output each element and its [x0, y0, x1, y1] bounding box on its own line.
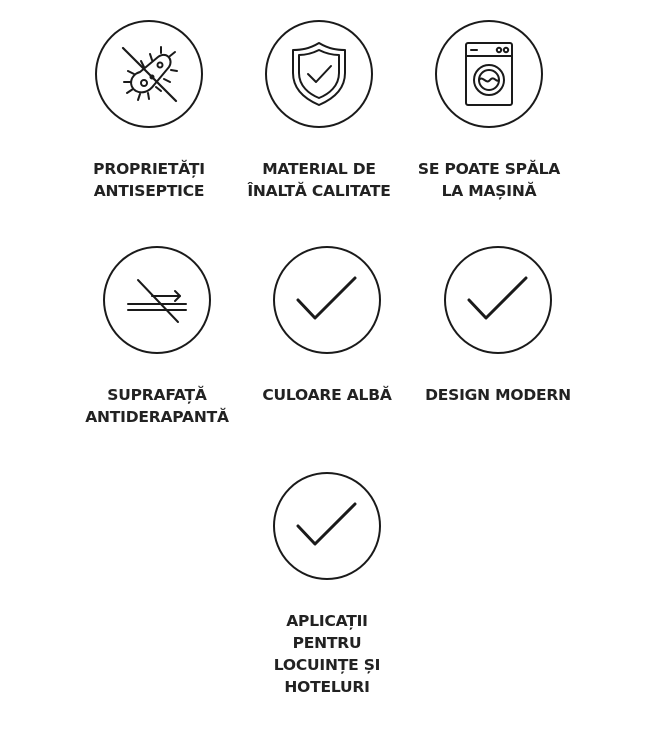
- feature-antiseptic: [64, 20, 234, 202]
- feature-washable: [404, 20, 574, 202]
- feature-label-line: LA MAȘINĂ: [441, 182, 537, 200]
- feature-white-color: [242, 246, 412, 406]
- feature-label-line: SE POATE SPĂLA: [417, 160, 561, 178]
- feature-applications: [242, 472, 412, 698]
- feature-label: [404, 158, 574, 202]
- feature-label-line: ÎNALTĂ CALITATE: [247, 182, 391, 200]
- feature-icon-circle: [95, 20, 203, 128]
- feature-label-line: LOCUINȚE ȘI: [273, 656, 381, 674]
- feature-label-line: CULOARE ALBĂ: [262, 386, 392, 404]
- feature-label-line: PENTRU: [292, 634, 362, 652]
- feature-label-line: APLICAȚII: [286, 612, 368, 630]
- feature-label: [72, 384, 242, 428]
- feature-label-line: HOTELURI: [284, 678, 370, 696]
- feature-label-line: ANTISEPTICE: [93, 182, 205, 200]
- feature-label-line: SUPRAFAȚĂ: [107, 386, 207, 404]
- feature-anti-slip: [72, 246, 242, 428]
- washing-machine-icon: [459, 39, 519, 109]
- feature-quality: [234, 20, 404, 202]
- shield-check-icon: [287, 39, 351, 109]
- checkmark-icon: [463, 270, 533, 330]
- feature-label-line: ANTIDERAPANTĂ: [85, 408, 229, 426]
- feature-icon-circle: [435, 20, 543, 128]
- feature-label: [413, 384, 583, 406]
- feature-icon-circle: [273, 246, 381, 354]
- feature-label-line: PROPRIETĂȚI: [93, 160, 205, 178]
- feature-label: [242, 384, 412, 406]
- anti-slip-icon: [122, 270, 192, 330]
- feature-icon-circle: [265, 20, 373, 128]
- feature-label-line: MATERIAL DE: [262, 160, 376, 178]
- antibacterial-icon: [114, 39, 184, 109]
- feature-label: [242, 610, 412, 698]
- feature-label-line: DESIGN MODERN: [425, 386, 571, 404]
- feature-icon-circle: [273, 472, 381, 580]
- feature-label: [64, 158, 234, 202]
- feature-modern-design: [413, 246, 583, 406]
- feature-icon-circle: [444, 246, 552, 354]
- feature-icon-circle: [103, 246, 211, 354]
- checkmark-icon: [292, 496, 362, 556]
- feature-label: [234, 158, 404, 202]
- checkmark-icon: [292, 270, 362, 330]
